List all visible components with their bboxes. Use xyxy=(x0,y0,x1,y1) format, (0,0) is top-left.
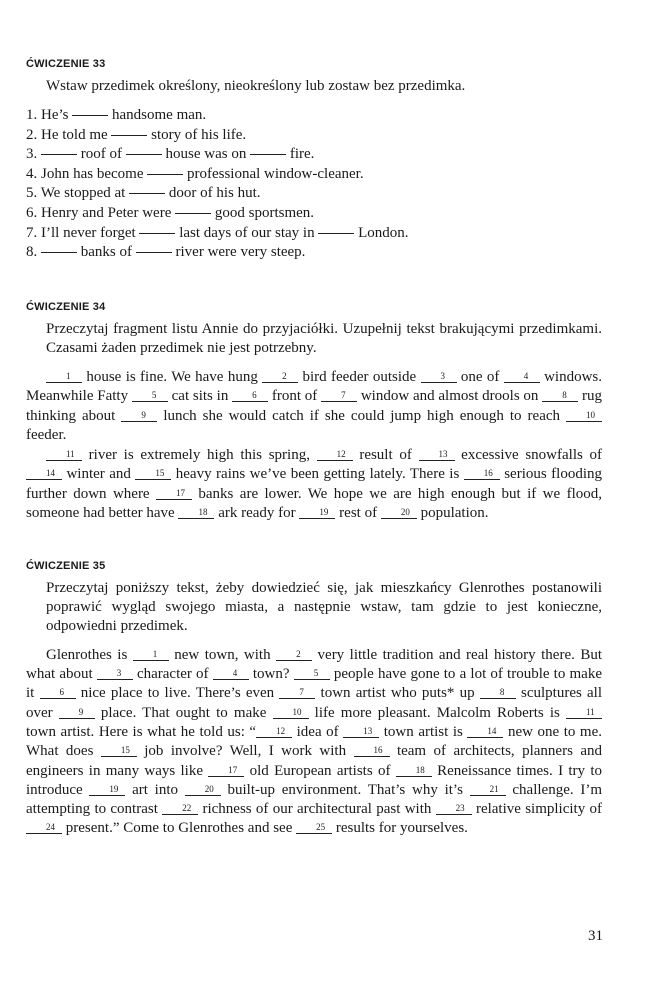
paragraph-text: new town, with xyxy=(168,646,277,663)
paragraph-text: nice place to live. There’s even xyxy=(75,685,280,702)
answer-blank[interactable]: 15 xyxy=(101,745,137,757)
answer-blank[interactable]: 10 xyxy=(273,707,309,719)
paragraph-text: rest of xyxy=(335,505,381,522)
paragraph-text: window and almost drools on xyxy=(357,388,543,405)
answer-blank[interactable]: 9 xyxy=(121,410,157,422)
sentence-text: London. xyxy=(358,224,409,241)
answer-blank[interactable]: 22 xyxy=(162,803,198,815)
text-paragraph xyxy=(26,368,602,446)
paragraph-text: serious flooding further down where xyxy=(26,466,602,502)
answer-blank[interactable] xyxy=(129,193,165,194)
sentence-item xyxy=(26,145,602,165)
exercise-heading: ĆWICZENIE 33 xyxy=(26,58,106,70)
paragraph-text: front of xyxy=(268,388,322,405)
paragraph-text: bird feeder outside xyxy=(298,368,421,385)
answer-blank[interactable]: 5 xyxy=(132,390,168,402)
exercise-instruction: Wstaw przedimek określony, nieokreślony lub zostaw bez przedimka. xyxy=(46,78,466,94)
paragraph-text: people have gone to a lot of trouble to make it xyxy=(26,666,602,702)
sentence-text: last days of our stay in xyxy=(179,224,315,241)
sentence-text: 2. He told me xyxy=(26,126,108,143)
answer-blank[interactable] xyxy=(41,154,77,155)
answer-blank[interactable] xyxy=(250,154,286,155)
answer-blank[interactable]: 16 xyxy=(464,468,500,480)
paragraph-text: present.” Come to Glenrothes and see xyxy=(62,820,297,837)
paragraph-text: winter and xyxy=(62,466,136,483)
answer-blank[interactable]: 7 xyxy=(321,390,357,402)
answer-blank[interactable]: 11 xyxy=(46,449,82,461)
sentence-text: 7. I’ll never forget xyxy=(26,224,136,241)
answer-blank[interactable]: 6 xyxy=(232,390,268,402)
answer-blank[interactable] xyxy=(175,213,211,214)
paragraph-text: feeder. xyxy=(26,427,67,444)
answer-blank[interactable]: 16 xyxy=(354,745,390,757)
paragraph-text: town artist who puts* up xyxy=(315,685,480,702)
answer-blank[interactable] xyxy=(41,252,77,253)
workbook-page xyxy=(26,58,602,839)
answer-blank[interactable]: 20 xyxy=(381,507,417,519)
answer-blank[interactable] xyxy=(318,233,354,234)
gap-fill-text xyxy=(26,368,602,524)
paragraph-text: excessive snowfalls of xyxy=(454,446,602,463)
sentence-text: roof of xyxy=(80,146,122,163)
answer-blank[interactable]: 14 xyxy=(26,468,62,480)
answer-blank[interactable]: 3 xyxy=(97,668,133,680)
answer-blank[interactable]: 3 xyxy=(421,371,457,383)
answer-blank[interactable]: 13 xyxy=(419,449,455,461)
paragraph-text: place. That ought to make xyxy=(94,704,273,721)
answer-blank[interactable]: 2 xyxy=(262,371,298,383)
sentence-text: 5. We stopped at xyxy=(26,185,126,202)
paragraph-text: job involve? Well, I work with xyxy=(136,743,354,760)
answer-blank[interactable]: 24 xyxy=(26,822,62,834)
paragraph-text: Glenrothes is xyxy=(46,646,133,663)
paragraph-text: results for yourselves. xyxy=(332,820,468,837)
sentence-text: house was on xyxy=(165,146,247,163)
answer-blank[interactable]: 6 xyxy=(40,687,76,699)
answer-blank[interactable]: 14 xyxy=(467,726,503,738)
paragraph-text: lunch she would catch if she could jump high enough to reach xyxy=(157,407,567,424)
paragraph-text: ark ready for xyxy=(214,505,300,522)
sentence-text: 1. He’s xyxy=(26,107,69,123)
text-paragraph xyxy=(26,446,602,524)
paragraph-text: challenge. I’m attempting to contrast xyxy=(26,781,603,818)
answer-blank[interactable]: 15 xyxy=(135,468,171,480)
answer-blank[interactable] xyxy=(72,115,108,116)
sentence-item xyxy=(26,224,602,244)
answer-blank[interactable]: 8 xyxy=(480,687,516,699)
sentence-text: door of his hut. xyxy=(168,185,261,202)
paragraph-text: idea of xyxy=(292,723,344,740)
answer-blank[interactable]: 12 xyxy=(317,449,353,461)
paragraph-text: new one to me. What does xyxy=(26,723,603,760)
answer-blank[interactable]: 18 xyxy=(396,765,432,777)
exercise-instruction: Przeczytaj poniższy tekst, żeby dowiedzieć się, jak mieszkańcy Glenrothes postanowili poprawić wygląd swojego miasta, a następnie wstaw, tam gdzie to jest konieczne, odpowiedni przedimek. xyxy=(46,579,602,634)
sentence-text: fire. xyxy=(289,146,315,163)
sentence-text: good sportsmen. xyxy=(214,204,315,221)
exercise-heading: ĆWICZENIE 34 xyxy=(26,300,106,313)
answer-blank[interactable]: 1 xyxy=(46,371,82,383)
page-number: 31 xyxy=(588,928,603,944)
answer-blank[interactable]: 21 xyxy=(470,784,506,796)
sentence-item xyxy=(26,204,602,224)
paragraph-text: rug thinking about xyxy=(26,388,602,424)
answer-blank[interactable]: 19 xyxy=(89,784,125,796)
paragraph-text: population. xyxy=(416,505,489,522)
sentence-text: banks of xyxy=(80,244,132,261)
answer-blank[interactable] xyxy=(139,233,175,234)
paragraph-text: river is extremely high this spring, xyxy=(82,446,317,463)
answer-blank[interactable] xyxy=(126,154,162,155)
sentence-item xyxy=(26,243,602,263)
paragraph-text: richness of our architectural past with xyxy=(198,801,436,818)
answer-blank[interactable]: 10 xyxy=(566,410,602,422)
sentence-text: story of his life. xyxy=(151,126,247,143)
sentence-text: handsome man. xyxy=(112,107,207,123)
paragraph-text: relative simplicity of xyxy=(471,801,602,818)
answer-blank[interactable]: 19 xyxy=(299,507,335,519)
answer-blank[interactable]: 20 xyxy=(185,784,221,796)
answer-blank[interactable]: 9 xyxy=(59,707,95,719)
paragraph-text: cat sits in xyxy=(167,388,233,405)
answer-blank[interactable]: 4 xyxy=(213,668,249,680)
answer-blank[interactable] xyxy=(111,135,147,136)
answer-blank[interactable]: 4 xyxy=(504,371,540,383)
paragraph-text: one of xyxy=(456,368,504,385)
answer-blank[interactable]: 11 xyxy=(566,707,602,719)
paragraph-text: town? xyxy=(248,666,294,683)
answer-blank[interactable]: 23 xyxy=(436,803,472,815)
paragraph-text: heavy rains we’ve been getting lately. There is xyxy=(171,466,464,483)
paragraph-text: very little tradition and real history there. But what about xyxy=(26,646,602,683)
exercise-heading: ĆWICZENIE 35 xyxy=(26,559,106,572)
paragraph-text: team of architects, planners and engineers in many ways like xyxy=(26,743,602,779)
answer-blank[interactable]: 1 xyxy=(133,649,169,661)
paragraph-text: character of xyxy=(132,666,213,683)
sentence-item xyxy=(26,106,602,126)
answer-blank[interactable]: 7 xyxy=(279,687,315,699)
sentence-text: 6. Henry and Peter were xyxy=(26,204,172,221)
answer-blank[interactable]: 5 xyxy=(294,668,330,680)
sentence-item xyxy=(26,126,602,146)
answer-blank[interactable] xyxy=(147,174,183,175)
paragraph-text: house is fine. We have hung xyxy=(82,368,263,385)
answer-blank[interactable] xyxy=(136,252,172,253)
sentence-item xyxy=(26,184,602,204)
gap-fill-text xyxy=(26,646,602,839)
answer-blank[interactable]: 25 xyxy=(296,822,332,834)
sentence-list xyxy=(26,106,602,263)
paragraph-text: Reneissance times. I try to introduce xyxy=(26,762,602,798)
paragraph-text: life more pleasant. Malcolm Roberts is xyxy=(308,704,566,721)
paragraph-text: old European artists of xyxy=(244,762,396,779)
exercise-33 xyxy=(26,58,602,263)
exercise-34 xyxy=(26,301,602,524)
paragraph-text: result of xyxy=(352,446,419,463)
answer-blank[interactable]: 12 xyxy=(256,726,292,738)
sentence-text: 3. xyxy=(26,146,38,163)
answer-blank[interactable]: 17 xyxy=(156,488,192,500)
paragraph-text: art into xyxy=(125,781,185,798)
answer-blank[interactable]: 17 xyxy=(208,765,244,777)
text-paragraph xyxy=(26,646,602,839)
sentence-item xyxy=(26,165,602,185)
paragraph-text: banks are lower. We hope we are high enough but if we flood, someone had better have xyxy=(26,485,602,522)
paragraph-text: town artist. Here is what he told us: “ xyxy=(26,723,257,740)
paragraph-text: town artist is xyxy=(379,723,468,740)
paragraph-text: sculptures all over xyxy=(26,685,602,721)
sentence-text: river were very steep. xyxy=(175,244,306,261)
exercise-35 xyxy=(26,560,602,839)
sentence-text: professional window-cleaner. xyxy=(186,165,364,182)
answer-blank[interactable]: 8 xyxy=(542,390,578,402)
answer-blank[interactable]: 13 xyxy=(343,726,379,738)
sentence-text: 8. xyxy=(26,244,38,261)
answer-blank[interactable]: 2 xyxy=(276,649,312,661)
paragraph-text: built-up environment. That’s why it’s xyxy=(220,781,470,798)
exercise-instruction: Przeczytaj fragment listu Annie do przyjaciółki. Uzupełnij tekst brakującymi przedimkami. Czasami żaden przedimek nie jest potrzebny. xyxy=(46,320,602,356)
answer-blank[interactable]: 18 xyxy=(178,507,214,519)
sentence-text: 4. John has become xyxy=(26,165,144,182)
paragraph-text: windows. Meanwhile Fatty xyxy=(26,368,603,405)
